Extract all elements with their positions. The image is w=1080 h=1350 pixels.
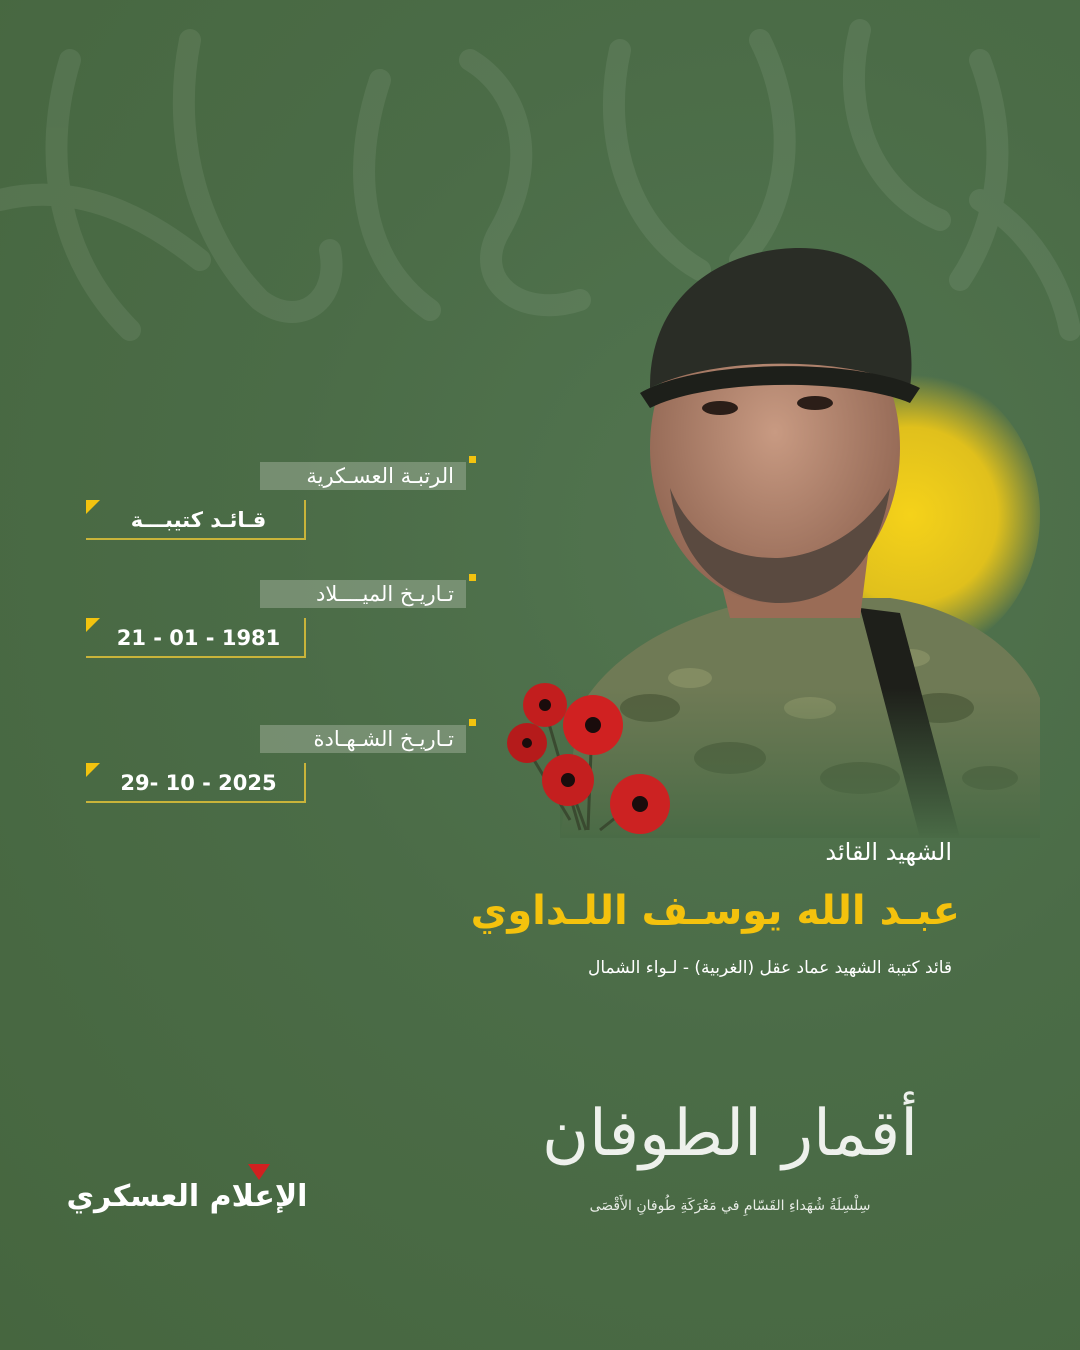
series-title: أقمار الطوفان — [541, 1097, 919, 1171]
martyr-name: عبـد الله يوسـف اللـداوي — [470, 888, 960, 934]
info-martyrdom-date — [86, 725, 476, 835]
red-triangle-icon — [248, 1164, 270, 1180]
square-bullet-icon — [469, 574, 476, 581]
martyr-title: الشهيد القائد — [825, 838, 952, 866]
rank-value: قـائـد كتيبـــة — [130, 508, 267, 532]
square-bullet-icon — [469, 456, 476, 463]
rank-label: الرتبـة العسـكرية — [306, 464, 454, 488]
poppy-flower-icon — [500, 680, 690, 840]
series-subtitle: سِلْسِلَةُ شُهَداءِ القَسّامِ في مَعْرَكَةِ طُوفانِ الأَقْصَى — [589, 1198, 871, 1214]
info-rank — [86, 462, 476, 572]
media-name: الإعلام العسكري — [66, 1179, 308, 1214]
media-logo — [66, 1160, 308, 1220]
martyrdom-date-label: تـاريـخ الشـهـادة — [313, 727, 454, 751]
square-bullet-icon — [469, 719, 476, 726]
martyrdom-date-value: 29- 10 - 2025 — [120, 771, 277, 795]
birth-date-value: 21 - 01 - 1981 — [116, 626, 281, 650]
series-logo — [541, 1060, 919, 1190]
martyr-position: قائد كتيبة الشهيد عماد عقل (الغربية) - لـواء الشمال — [587, 958, 952, 978]
birth-date-label: تـاريـخ الميــــلاد — [316, 582, 454, 606]
info-birth-date — [86, 580, 476, 690]
